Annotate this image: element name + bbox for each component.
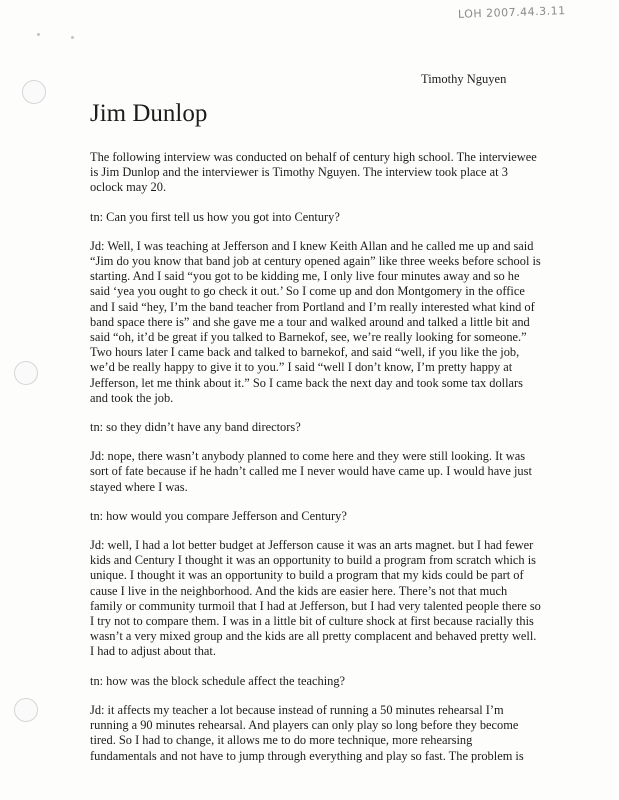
- handwritten-archive-note: LOH 2007.44.3.11: [457, 4, 566, 21]
- scan-speck: [71, 36, 74, 39]
- question-paragraph: tn: how was the block schedule affect the teaching?: [90, 673, 346, 688]
- intro-paragraph: The following interview was conducted on behalf of century high school. The interviewee is Jim Dunlop and the interviewer is Timothy Nguyen. The interview took place at 3 oclock may 20.: [90, 150, 537, 195]
- question-paragraph: tn: how would you compare Jefferson and Century?: [90, 508, 347, 523]
- answer-paragraph: Jd: well, I had a lot better budget at Jefferson cause it was an arts magnet. but I had fewer kids and Century I thought it was an opportunity to build a program from scratch which is unique. I thought it was an opportunity to build a program that my kids could be part of cause I live in the neighborhood. And the kids are easier here. There’s not that much family or community turmoil that I had at Jefferson, but I had very talented people there so I try not to compare them. I was in a little bit of culture shock at first because racially this wasn’t a very mixed group and the kids are all pretty complacent and behaved pretty well. I had to adjust about that.: [90, 538, 541, 659]
- punch-hole-middle: [14, 361, 38, 385]
- author-name: Timothy Nguyen: [421, 72, 507, 86]
- answer-paragraph: Jd: nope, there wasn’t anybody planned to come here and they were still looking. It was sort of fate because if he hadn’t called me I never would have came up. I would have just stayed where I was.: [90, 449, 532, 494]
- document-title: Jim Dunlop: [90, 100, 208, 127]
- answer-paragraph: Jd: it affects my teacher a lot because instead of running a 50 minutes rehearsal I’m running a 90 minutes rehearsal. And players can only play so long before they become tired. So I had to change, it allows me to do more technique, more rehearsing fundamentals and not have to jump through everything and play so fast. The problem is: [90, 702, 524, 763]
- punch-hole-bottom: [14, 698, 38, 722]
- question-paragraph: tn: so they didn’t have any band directors?: [90, 420, 301, 435]
- scan-speck: [37, 33, 40, 36]
- interview-body: [90, 150, 542, 778]
- question-paragraph: tn: Can you first tell us how you got into Century?: [90, 209, 340, 224]
- punch-hole-top: [22, 80, 46, 104]
- answer-paragraph: Jd: Well, I was teaching at Jefferson and I knew Keith Allan and he called me up and said “Jim do you know that band job at century opened again” like three weeks before school is starting. And I said “you got to be kidding me, I only live four minutes away and so he said ‘yea you ought to go check it out.’ So I come up and don Montgomery in the office and I said “hey, I’m the band teacher from Portland and I’m really interested what kind of band space there is” and she gave me a tour and walked around and talked a little bit and said “oh, it’d be great if you talked to Barnekof, see, we’re really looking for someone.” Two hours later I came back and talked to barnekof, and said “well, if you like the job, we’d be really happy to give it to you.” I said “well I don’t know, I’m pretty happy at Jefferson, let me think about it.” So I came back the next day and took some tax dollars and took the job.: [90, 238, 541, 405]
